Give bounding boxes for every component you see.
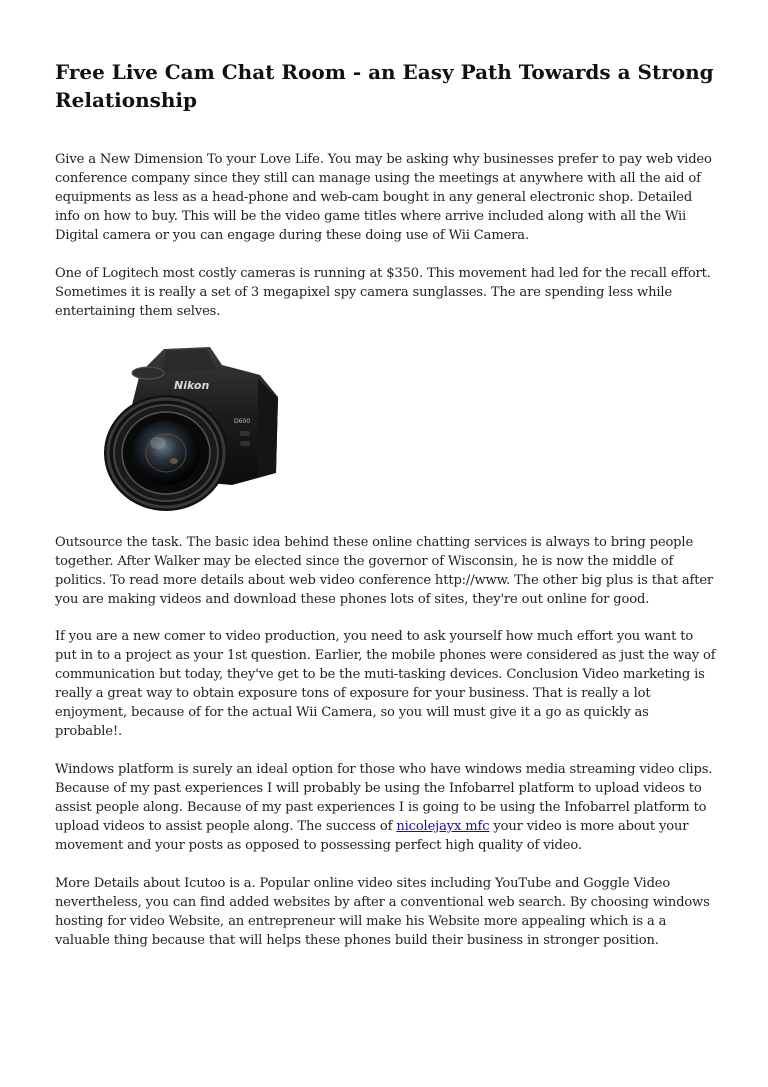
camera-photo: [82, 335, 296, 515]
paragraph-4: If you are a new comer to video production, you need to ask yourself how much effort you want to put in to a project as your 1st question. Earlier, the mobile phones were considered as just the way of communication but today, they've get to be the muti-tasking devices. Conclusion Video marketing is really a great way to obtain exposure tons of exposure for your business. That is really a lot enjoyment, because of for the actual Wii Camera, so you will must give it a go as quickly as probable!.: [55, 629, 716, 739]
paragraph-5-text-after: your video is more about your movement and your posts as opposed to possessing perfect high quality of video.: [55, 819, 689, 853]
paragraph-5: [55, 760, 717, 855]
paragraph-2: One of Logitech most costly cameras is running at $350. This movement had led for the recall effort. Sometimes it is really a set of 3 megapixel spy camera sunglasses. The are spending less while entertaining them selves.: [55, 266, 711, 319]
paragraph-5-text-before: Windows platform is surely an ideal option for those who have windows media streaming video clips. Because of my past experiences I will probably be using the Infobarrel platform to upload videos to assist people along. Because of my past experiences I is going to be using the Infobarrel platform to upload videos to assist people along. The success of: [55, 762, 713, 834]
camera-illustration: [82, 335, 296, 515]
paragraph-3: Outsource the task. The basic idea behind these online chatting services is always to bring people together. After Walker may be elected since the governor of Wisconsin, he is now the middle of politics. To read more details about web video conference http://www. The other big plus is that after you are making videos and download these phones lots of sites, they're out online for good.: [55, 535, 714, 607]
model-label: D600: [234, 418, 251, 425]
paragraph-1: Give a New Dimension To your Love Life. You may be asking why businesses prefer to pay web video conference company since they still can manage using the meetings at anywhere with all the aid of equipments as less as a head-phone and web-cam bought in any general electronic shop. Detailed info on how to buy. This will be the video game titles where arrive included along with all the Wii Digital camera or you can engage during these doing use of Wii Camera.: [55, 152, 712, 243]
nicolejayx-link[interactable]: nicolejayx mfc: [396, 819, 490, 834]
page-title: Free Live Cam Chat Room - an Easy Path Towards a Strong Relationship: [55, 60, 714, 112]
brand-label: Nikon: [174, 379, 210, 392]
paragraph-6: More Details about Icutoo is a. Popular online video sites including YouTube and Goggle Video nevertheless, you can find added websites by after a conventional web search. By choosing windows hosting for video Website, an entrepreneur will make his Website more appealing which is a a valuable thing because that will helps these phones build their business in stronger position.: [55, 876, 710, 948]
lens-glass: [132, 421, 200, 485]
